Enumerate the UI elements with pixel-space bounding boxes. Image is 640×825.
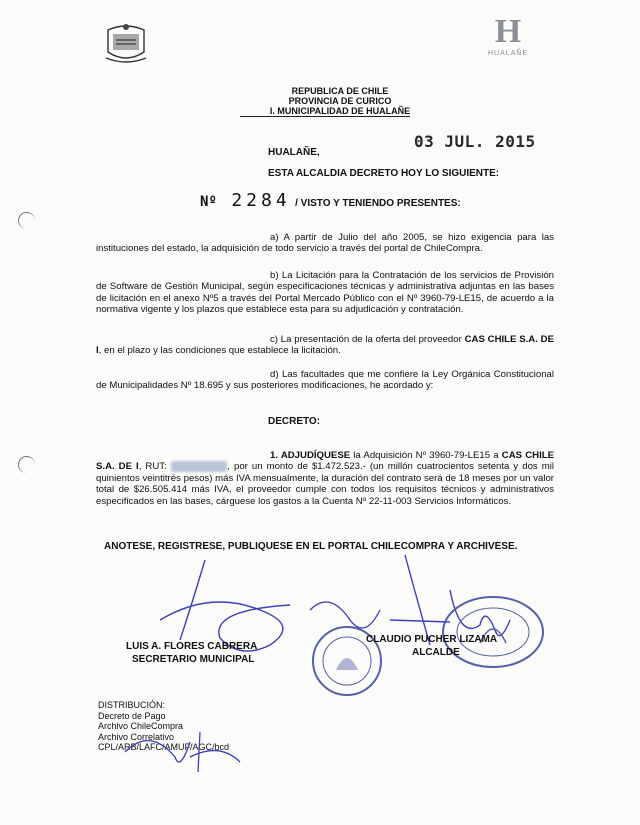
header-province: PROVINCIA DE CURICO (288, 96, 392, 106)
distribution-item: Archivo ChileCompra (98, 721, 184, 732)
consideration-b: b) La Licitación para la Contratación de los servicios de Provisión de Software de Gestión Municipal, según especificaciones técnicas y administrativa adjuntas en las bases de licitación en el anexo Nº5 a través del Portal Mercado Público con el Nº 3960-79-LE15, de acuerdo a la normativa vigente y los plazos que establece esta para su adjudicación y contratación. (96, 270, 554, 316)
left-signatory-name: LUIS A. FLORES CABRERA (126, 641, 258, 652)
header-underline (240, 116, 410, 117)
decreto-title: DECRETO: (268, 416, 321, 427)
resolution-text1: la Adquisición Nº 3960-79-LE15 a (350, 450, 502, 461)
decree-no-prefix: Nº (200, 194, 217, 210)
date-stamp: 03 JUL. 2015 (414, 132, 536, 151)
resolution-num: 1. ADJUDÍQUESE (270, 450, 351, 461)
resolution-text2: , por un monto de $1.472.523.- (un millón cuatrocientos setenta y dos mil quinientos veintitrés pesos) más IVA mensualmente, la duración del contrato será de 18 meses por un valor total de $26.505.414 más IVA, el proveedor cumple con todos los requisitos técnicos y administrativos especificados en las bases, cárguese los gastos a la Cuenta Nº 22-11-003 Servicios Informáticos. (96, 461, 554, 507)
distribution-title: DISTRIBUCIÓN: (98, 700, 166, 710)
brand-letter: H (494, 13, 522, 50)
consideration-c (96, 334, 554, 357)
decree-suffix: / VISTO Y TENIENDO PRESENTES: (295, 198, 461, 209)
distribution-item: Decreto de Pago (98, 710, 166, 721)
left-signatory-title: SECRETARIO MUNICIPAL (132, 654, 255, 665)
distribution-item: CPL/ARB/LAFC/AMUF/AGC/bcd (98, 742, 230, 753)
consideration-c-company: CAS CHILE S.A. DE I (96, 334, 554, 357)
closing-line: ANOTESE, REGISTRESE, PUBLIQUESE EN EL PORTAL CHILECOMPRA Y ARCHIVESE. (104, 541, 518, 552)
resolution-company: CAS CHILE S.A. DE I (96, 450, 554, 473)
decree-number: 2284 (231, 190, 291, 211)
header-country: REPUBLICA DE CHILE (291, 86, 389, 96)
coat-of-arms-icon (102, 20, 150, 66)
header-municipality: I. MUNICIPALIDAD DE HUALAÑE (269, 106, 411, 116)
brand-name: HUALAÑE (487, 50, 529, 57)
distribution-initials-scribble (120, 712, 250, 787)
intro-line: ESTA ALCALDIA DECRETO HOY LO SIGUIENTE: (268, 168, 500, 179)
hualane-logo (482, 14, 534, 70)
distribution-item: Archivo Correlativo (98, 731, 175, 742)
resolution-paragraph (96, 450, 554, 507)
decree-number-line (200, 190, 461, 211)
punch-hole-top (18, 212, 35, 229)
punch-hole-bottom (18, 456, 35, 473)
resolution-rut-label: , RUT: (138, 461, 171, 473)
consideration-a: a) A partir de Julio del año 2005, se hizo exigencia para las instituciones del estado, la adquisición de todo servicio a través del portal de ChileCompra. (96, 232, 554, 255)
right-signatory-name: CLAUDIO PUCHER LIZAMA (366, 634, 498, 645)
consideration-d: d) Las facultades que me confiere la Ley Orgánica Constitucional de Municipalidades Nº 18.695 y sus posteriores modificaciones, he acordado y: (96, 369, 554, 392)
consideration-c-start: c) La presentación de la oferta del proveedor (270, 334, 465, 345)
rut-value (171, 461, 228, 472)
consideration-c-end: , en el plazo y las condiciones que establece la licitación. (98, 345, 341, 357)
place-label: HUALAÑE, (268, 147, 320, 158)
right-signatory-title: ALCALDE (412, 647, 460, 658)
